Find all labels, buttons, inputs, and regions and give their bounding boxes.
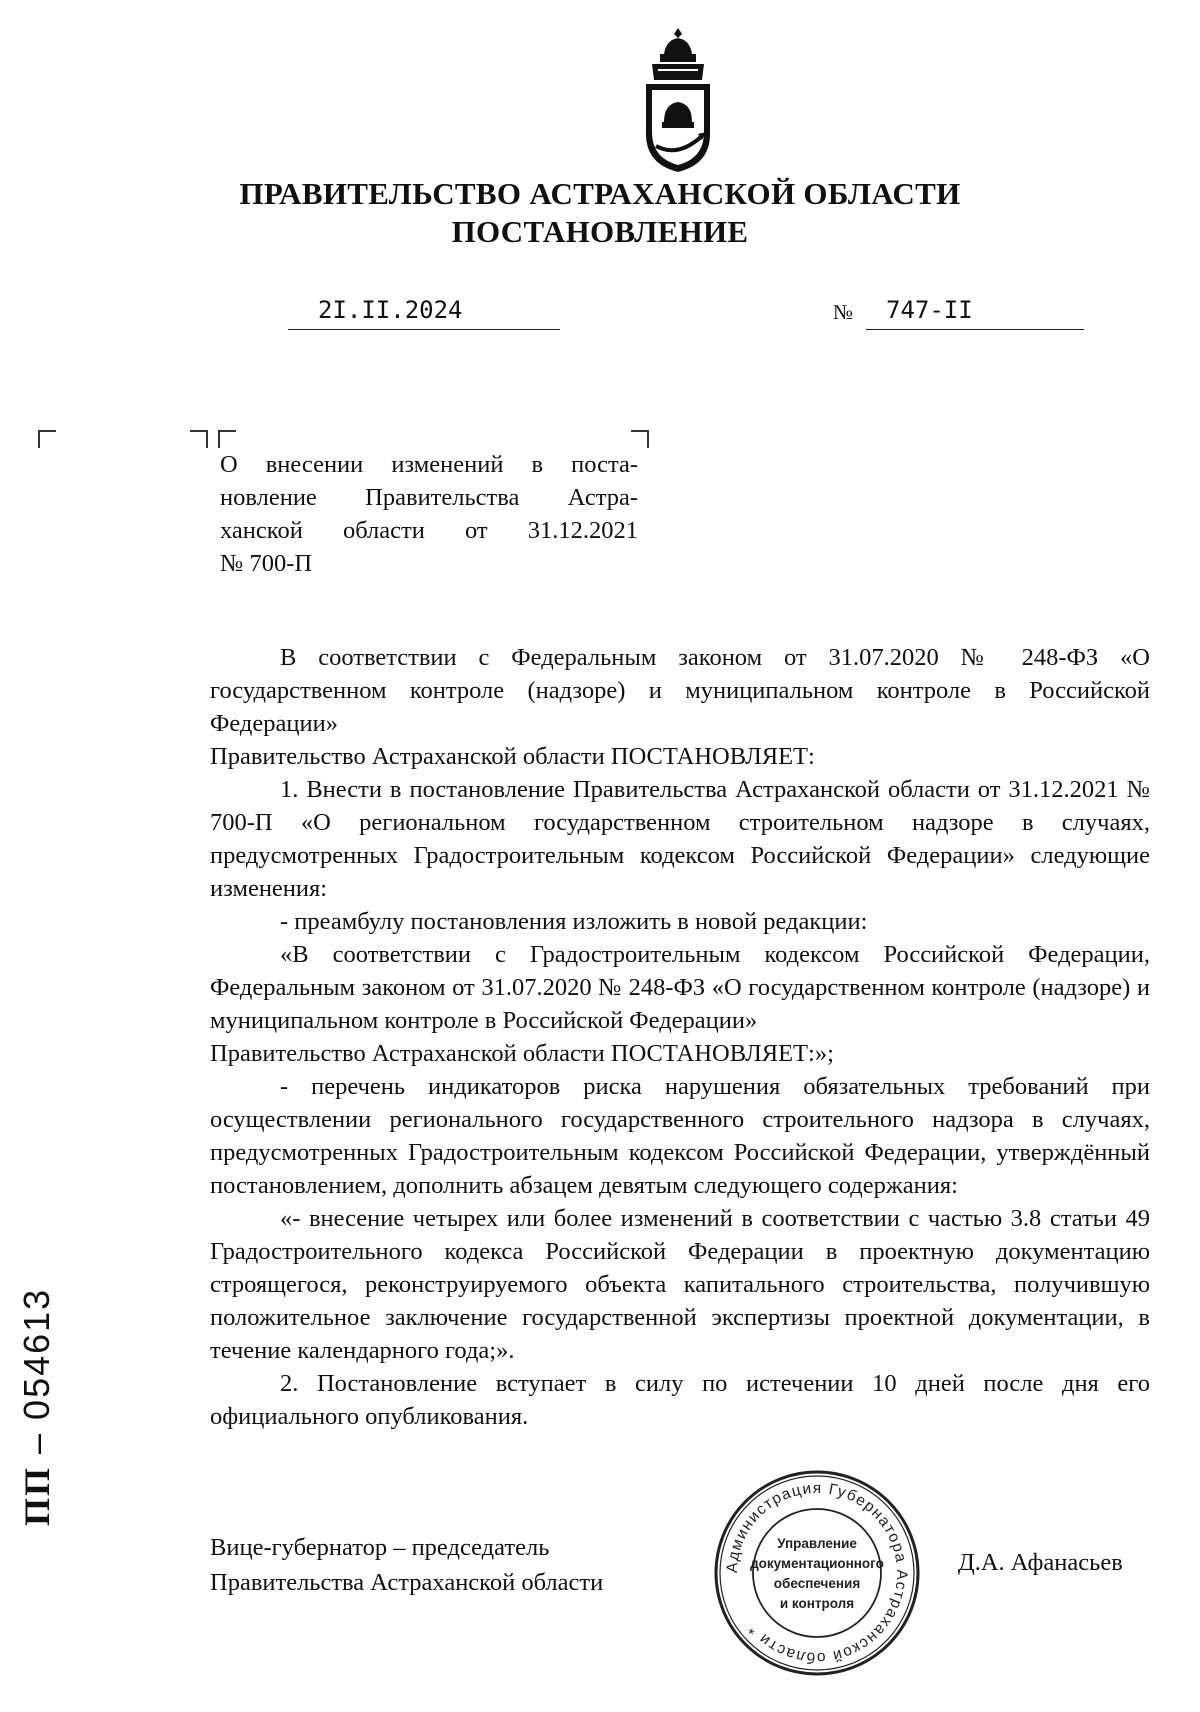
document-body (210, 641, 1150, 1433)
corner-mark-left (38, 430, 56, 448)
corner-mark-subject-left-outer (190, 430, 208, 448)
subject-line: ханской области от 31.12.2021 (220, 517, 638, 544)
body-paragraph: «В соответствии с Градостроительным кодексом Российской Федерации, Федеральным законом от 31.07.2020 № 248-ФЗ «О государственном контроле (надзоре) и муниципальном контроле в Российской Федерации» (210, 941, 1150, 1034)
subject-line: О внесении изменений в поста- (220, 451, 638, 478)
signatory-title-line: Вице-губернатор – председатель (210, 1534, 550, 1561)
body-paragraph: Правительство Астраханской области ПОСТАНОВЛЯЕТ: (210, 743, 815, 770)
document-number: 747-II (866, 296, 1084, 330)
signatory-name: Д.А. Афанасьев (958, 1549, 1123, 1576)
document-header-government: ПРАВИТЕЛЬСТВО АСТРАХАНСКОЙ ОБЛАСТИ (239, 176, 961, 211)
stamp-ring-text: Администрация Губернатора Астраханской области * (723, 1479, 911, 1667)
stamp-center-line: документационного (750, 1556, 884, 1571)
coat-of-arms-emblem (636, 24, 720, 174)
subject-line: № 700-П (220, 550, 313, 577)
serial-dash: – (16, 1419, 57, 1466)
corner-mark-subject-right (631, 430, 649, 448)
body-paragraph: В соответствии с Федеральным законом от 31.07.2020 № 248-ФЗ «О государственном контроле (надзоре) и муниципальном контроле в Российской Федерации» (210, 644, 1150, 737)
stamp-center-line: и контроля (779, 1596, 855, 1611)
document-header-type: ПОСТАНОВЛЕНИЕ (451, 214, 749, 249)
body-paragraph: - преамбулу постановления изложить в новой редакции: (280, 908, 868, 935)
body-paragraph: - перечень индикаторов риска нарушения обязательных требований при осуществлении регионального государственного строительного надзора в случаях, предусмотренных Градостроительным кодексом Российской Федерации, утверждённый постановлением, дополнить абзацем девятым следующего содержания: (210, 1073, 1150, 1199)
subject-line: новление Правительства Астра- (220, 484, 638, 511)
document-date: 2I.II.2024 (288, 296, 560, 330)
serial-number: 054613 (16, 1287, 57, 1420)
signatory-title (210, 1530, 603, 1600)
body-paragraph: Правительство Астраханской области ПОСТАНОВЛЯЕТ:»; (210, 1040, 834, 1067)
serial-prefix: ПП (17, 1465, 57, 1526)
official-stamp (712, 1468, 922, 1678)
form-serial-number (16, 1288, 58, 1526)
body-paragraph: 2. Постановление вступает в силу по истечении 10 дней после дня его официального опубликования. (210, 1370, 1150, 1430)
signatory-title-line: Правительства Астраханской области (210, 1569, 604, 1596)
document-number-label: № (833, 300, 854, 324)
stamp-center-line: Управление (777, 1536, 857, 1551)
document-subject (220, 448, 638, 580)
body-paragraph: «- внесение четырех или более изменений в соответствии с частью 3.8 статьи 49 Градостроительного кодекса Российской Федерации в проектную документацию строящегося, реконструируемого объекта капитального строительства, получившую положительное заключение государственной экспертизы проектной документации, в течение календарного года;». (210, 1205, 1150, 1364)
body-paragraph: 1. Внести в постановление Правительства Астраханской области от 31.12.2021 № 700-П «О региональном государственном строительном надзоре в случаях, предусмотренных Градостроительным кодексом Российской Федерации» следующие изменения: (210, 776, 1150, 902)
stamp-center-line: обеспечения (773, 1576, 861, 1591)
corner-mark-subject-left (218, 430, 236, 448)
